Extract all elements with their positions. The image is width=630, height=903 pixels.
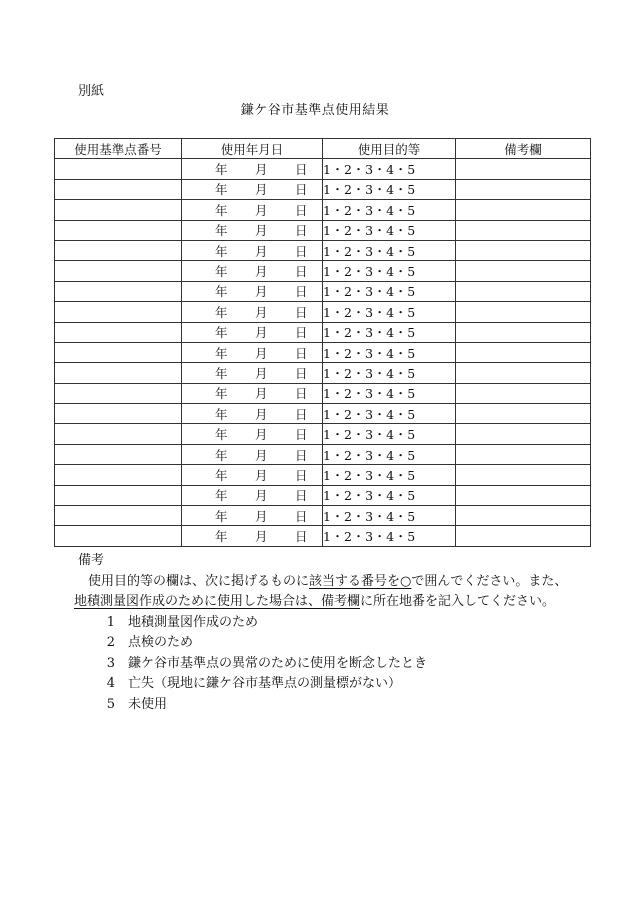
table-row — [55, 485, 591, 505]
date-month-label: 月 — [255, 304, 268, 320]
option-text: 地積測量図作成のため — [128, 614, 259, 630]
date-day-label: 日 — [295, 508, 308, 524]
usage-date-cell[interactable] — [182, 404, 323, 424]
option-number: 5 — [106, 696, 115, 712]
table-row — [55, 383, 591, 403]
table-row — [55, 526, 591, 546]
usage-date-cell[interactable] — [182, 322, 323, 342]
usage-date-cell[interactable] — [182, 240, 323, 260]
table-row — [55, 179, 591, 199]
date-year-label: 年 — [215, 406, 228, 422]
usage-date-cell[interactable] — [182, 200, 323, 220]
benchmark-number-cell[interactable] — [55, 261, 182, 281]
benchmark-number-cell[interactable] — [55, 424, 182, 444]
purpose-choices-cell[interactable]: 1・2・3・4・5 — [323, 179, 456, 199]
table-row — [55, 465, 591, 485]
remarks-cell[interactable] — [456, 424, 591, 444]
purpose-choices-cell[interactable]: 1・2・3・4・5 — [323, 240, 456, 260]
benchmark-number-cell[interactable] — [55, 444, 182, 464]
purpose-choices-cell[interactable]: 1・2・3・4・5 — [323, 200, 456, 220]
benchmark-number-cell[interactable] — [55, 240, 182, 260]
date-year-label: 年 — [215, 386, 228, 402]
remarks-cell[interactable] — [456, 465, 591, 485]
purpose-choices-cell[interactable]: 1・2・3・4・5 — [323, 363, 456, 383]
remarks-cell[interactable] — [456, 342, 591, 362]
date-year-label: 年 — [215, 345, 228, 361]
table-row — [55, 363, 591, 383]
remarks-cell[interactable] — [456, 404, 591, 424]
usage-date-cell[interactable] — [182, 363, 323, 383]
date-month-label: 月 — [255, 386, 268, 402]
purpose-choices-cell[interactable]: 1・2・3・4・5 — [323, 444, 456, 464]
benchmark-number-cell[interactable] — [55, 404, 182, 424]
date-year-label: 年 — [215, 162, 228, 178]
date-day-label: 日 — [295, 427, 308, 443]
purpose-choices-cell[interactable]: 1・2・3・4・5 — [323, 404, 456, 424]
purpose-choices-cell[interactable]: 1・2・3・4・5 — [323, 383, 456, 403]
header-usage-date: 使用年月日 — [182, 139, 323, 159]
purpose-choices-cell[interactable]: 1・2・3・4・5 — [323, 485, 456, 505]
benchmark-number-cell[interactable] — [55, 363, 182, 383]
usage-date-cell[interactable] — [182, 281, 323, 301]
date-year-label: 年 — [215, 488, 228, 504]
table-row — [55, 302, 591, 322]
usage-date-cell[interactable] — [182, 179, 323, 199]
date-day-label: 日 — [295, 264, 308, 280]
date-day-label: 日 — [295, 529, 308, 545]
benchmark-number-cell[interactable] — [55, 220, 182, 240]
purpose-option — [78, 695, 578, 716]
date-month-label: 月 — [255, 488, 268, 504]
table-row — [55, 261, 591, 281]
date-year-label: 年 — [215, 182, 228, 198]
table-row — [55, 220, 591, 240]
purpose-choices-cell[interactable]: 1・2・3・4・5 — [323, 261, 456, 281]
date-month-label: 月 — [255, 529, 268, 545]
option-text: 亡失（現地に鎌ケ谷市基準点の測量標がない） — [128, 676, 402, 691]
option-number: 2 — [106, 635, 115, 650]
date-month-label: 月 — [255, 365, 268, 381]
purpose-choices-cell[interactable]: 1・2・3・4・5 — [323, 302, 456, 322]
date-day-label: 日 — [295, 182, 308, 198]
table-row — [55, 200, 591, 220]
benchmark-number-cell[interactable] — [55, 383, 182, 403]
notes-section — [74, 551, 578, 715]
benchmark-number-cell[interactable] — [55, 302, 182, 322]
date-year-label: 年 — [215, 223, 228, 239]
date-month-label: 月 — [255, 243, 268, 259]
purpose-option — [78, 674, 578, 695]
remarks-cell[interactable] — [456, 485, 591, 505]
header-usage-purpose: 使用目的等 — [323, 139, 456, 159]
remarks-cell[interactable] — [456, 220, 591, 240]
benchmark-number-cell[interactable] — [55, 281, 182, 301]
usage-date-cell[interactable] — [182, 506, 323, 526]
table-row — [55, 424, 591, 444]
date-year-label: 年 — [215, 243, 228, 259]
usage-date-cell[interactable] — [182, 526, 323, 546]
usage-date-cell[interactable] — [182, 383, 323, 403]
notes-text: で囲んでください。 — [411, 573, 529, 589]
purpose-option — [78, 654, 578, 675]
notes-text-underlined: 地積測量図作成のために使用した場合は、備考欄 — [74, 594, 361, 609]
date-month-label: 月 — [255, 345, 268, 361]
remarks-cell[interactable] — [456, 179, 591, 199]
date-month-label: 月 — [255, 284, 268, 300]
date-day-label: 日 — [295, 447, 308, 463]
date-month-label: 月 — [255, 447, 268, 463]
header-benchmark-number: 使用基準点番号 — [55, 139, 182, 159]
date-day-label: 日 — [295, 304, 308, 320]
option-number: 1 — [106, 614, 115, 630]
date-day-label: 日 — [295, 386, 308, 402]
date-year-label: 年 — [215, 529, 228, 545]
benchmark-number-cell[interactable] — [55, 465, 182, 485]
option-text: 未使用 — [128, 696, 168, 712]
usage-date-cell[interactable] — [182, 159, 323, 179]
table-row — [55, 159, 591, 179]
notes-heading: 備考 — [78, 553, 105, 568]
benchmark-number-cell[interactable] — [55, 342, 182, 362]
date-month-label: 月 — [255, 162, 268, 178]
table-row — [55, 240, 591, 260]
date-day-label: 日 — [295, 202, 308, 218]
purpose-option — [78, 613, 578, 634]
date-day-label: 日 — [295, 162, 308, 178]
date-day-label: 日 — [295, 488, 308, 504]
option-number: 3 — [106, 655, 115, 671]
date-day-label: 日 — [295, 365, 308, 381]
usage-results-table — [54, 138, 591, 547]
purpose-choices-cell[interactable]: 1・2・3・4・5 — [323, 506, 456, 526]
remarks-cell[interactable] — [456, 159, 591, 179]
date-year-label: 年 — [215, 284, 228, 300]
date-day-label: 日 — [295, 467, 308, 483]
benchmark-number-cell[interactable] — [55, 159, 182, 179]
remarks-cell[interactable] — [456, 281, 591, 301]
purpose-choices-cell[interactable]: 1・2・3・4・5 — [323, 465, 456, 485]
usage-date-cell[interactable] — [182, 220, 323, 240]
date-month-label: 月 — [255, 508, 268, 524]
date-day-label: 日 — [295, 284, 308, 300]
purpose-choices-cell[interactable]: 1・2・3・4・5 — [323, 424, 456, 444]
date-month-label: 月 — [255, 182, 268, 198]
remarks-cell[interactable] — [456, 383, 591, 403]
remarks-cell[interactable] — [456, 240, 591, 260]
purpose-choices-cell[interactable]: 1・2・3・4・5 — [323, 281, 456, 301]
table-row — [55, 281, 591, 301]
remarks-cell[interactable] — [456, 526, 591, 546]
header-remarks: 備考欄 — [456, 139, 591, 159]
date-month-label: 月 — [255, 427, 268, 443]
benchmark-number-cell[interactable] — [55, 485, 182, 505]
remarks-cell[interactable] — [456, 261, 591, 281]
usage-date-cell[interactable] — [182, 485, 323, 505]
date-day-label: 日 — [295, 325, 308, 341]
usage-date-cell[interactable] — [182, 342, 323, 362]
purpose-choices-cell[interactable]: 1・2・3・4・5 — [323, 159, 456, 179]
date-year-label: 年 — [215, 264, 228, 280]
date-day-label: 日 — [295, 406, 308, 422]
benchmark-number-cell[interactable] — [55, 322, 182, 342]
table-header-row — [55, 139, 591, 159]
date-year-label: 年 — [215, 304, 228, 320]
date-month-label: 月 — [255, 264, 268, 280]
benchmark-number-cell[interactable] — [55, 200, 182, 220]
date-year-label: 年 — [215, 508, 228, 524]
document-title: 鎌ケ谷市基準点使用結果 — [240, 103, 390, 118]
usage-date-cell[interactable] — [182, 444, 323, 464]
table-body — [55, 159, 591, 546]
date-month-label: 月 — [255, 406, 268, 422]
attachment-label: 別紙 — [78, 84, 105, 99]
date-year-label: 年 — [215, 447, 228, 463]
usage-date-cell[interactable] — [182, 302, 323, 322]
option-text: 鎌ケ谷市基準点の異常のために使用を断念したとき — [128, 655, 428, 671]
purpose-options-list — [78, 613, 578, 716]
table-row — [55, 342, 591, 362]
table-row — [55, 322, 591, 342]
benchmark-number-cell[interactable] — [55, 179, 182, 199]
date-month-label: 月 — [255, 202, 268, 218]
date-year-label: 年 — [215, 325, 228, 341]
date-year-label: 年 — [215, 202, 228, 218]
purpose-choices-cell[interactable]: 1・2・3・4・5 — [323, 220, 456, 240]
date-month-label: 月 — [255, 223, 268, 239]
benchmark-number-cell[interactable] — [55, 506, 182, 526]
date-month-label: 月 — [255, 467, 268, 483]
notes-text: 使用目的等の欄は、次に掲げるものに — [88, 573, 310, 589]
notes-text: また、 — [528, 573, 568, 589]
date-day-label: 日 — [295, 223, 308, 239]
remarks-cell[interactable] — [456, 363, 591, 383]
table-row — [55, 506, 591, 526]
table-row — [55, 444, 591, 464]
notes-paragraph — [74, 572, 574, 613]
purpose-choices-cell[interactable]: 1・2・3・4・5 — [323, 526, 456, 546]
date-day-label: 日 — [295, 243, 308, 259]
purpose-option — [78, 633, 578, 654]
notes-text-underlined: 該当する番号を○ — [309, 573, 412, 589]
usage-date-cell[interactable] — [182, 424, 323, 444]
usage-date-cell[interactable] — [182, 261, 323, 281]
table-row — [55, 404, 591, 424]
usage-date-cell[interactable] — [182, 465, 323, 485]
purpose-choices-cell[interactable]: 1・2・3・4・5 — [323, 342, 456, 362]
remarks-cell[interactable] — [456, 322, 591, 342]
date-year-label: 年 — [215, 365, 228, 381]
date-year-label: 年 — [215, 427, 228, 443]
remarks-cell[interactable] — [456, 302, 591, 322]
option-text: 点検のため — [128, 635, 194, 650]
date-day-label: 日 — [295, 345, 308, 361]
notes-text: に所在地番を記入してください。 — [360, 594, 556, 609]
option-number: 4 — [106, 676, 115, 691]
remarks-cell[interactable] — [456, 506, 591, 526]
remarks-cell[interactable] — [456, 444, 591, 464]
benchmark-number-cell[interactable] — [55, 526, 182, 546]
date-month-label: 月 — [255, 325, 268, 341]
purpose-choices-cell[interactable]: 1・2・3・4・5 — [323, 322, 456, 342]
remarks-cell[interactable] — [456, 200, 591, 220]
date-year-label: 年 — [215, 467, 228, 483]
